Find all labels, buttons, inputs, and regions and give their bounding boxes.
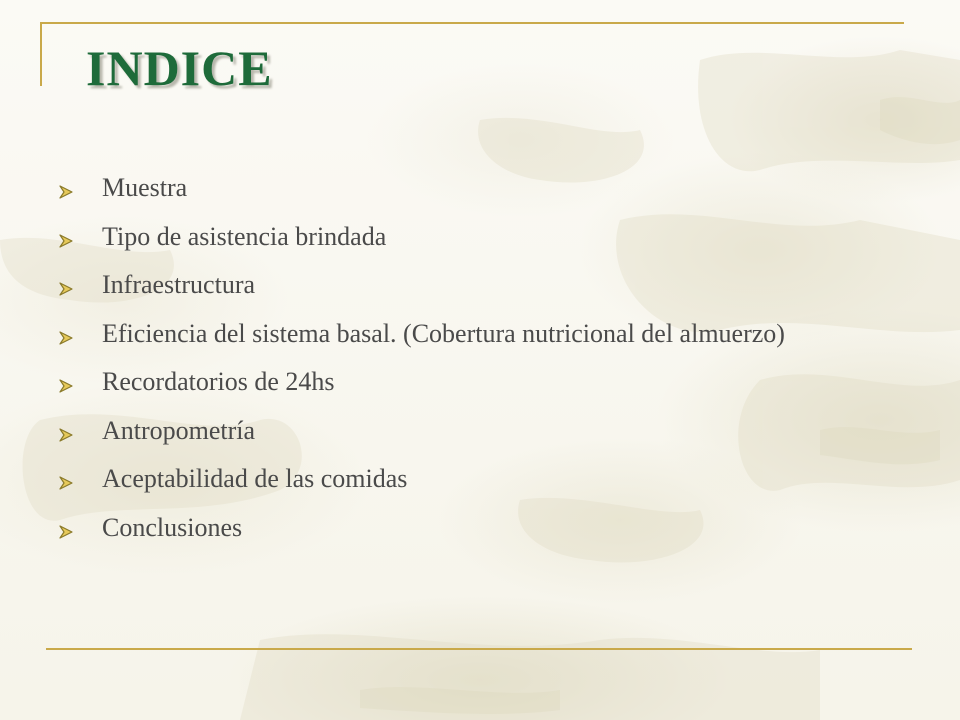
- list-item: [58, 463, 858, 495]
- arrow-bullet-icon: [58, 282, 74, 296]
- list-item: [58, 172, 858, 204]
- list-item: [58, 318, 858, 350]
- arrow-bullet-icon: [58, 428, 74, 442]
- bullet-list: [58, 172, 858, 560]
- list-item-label: Aceptabilidad de las comidas: [102, 464, 408, 493]
- left-rule: [40, 22, 42, 86]
- list-item: [58, 269, 858, 301]
- list-item-label: Recordatorios de 24hs: [102, 367, 335, 396]
- arrow-bullet-icon: [58, 331, 74, 345]
- list-item-label: Antropometría: [102, 415, 256, 445]
- list-item: [58, 512, 858, 544]
- list-item: [58, 415, 858, 447]
- arrow-bullet-icon: [58, 185, 74, 199]
- arrow-bullet-icon: [58, 234, 74, 248]
- arrow-bullet-icon: [58, 379, 74, 393]
- list-item-label: Tipo de asistencia brindada: [102, 221, 387, 251]
- slide-title: INDICE: [86, 40, 273, 96]
- list-item-label: Infraestructura: [102, 270, 256, 299]
- bottom-rule: [46, 648, 912, 650]
- list-item-label: Conclusiones: [102, 512, 243, 542]
- list-item-label: Eficiencia del sistema basal. (Cobertura nutricional del almuerzo): [102, 318, 785, 348]
- arrow-bullet-icon: [58, 525, 74, 539]
- list-item-label: Muestra: [102, 173, 188, 202]
- top-rule: [40, 22, 904, 24]
- list-item: [58, 366, 858, 398]
- arrow-bullet-icon: [58, 476, 74, 490]
- list-item: [58, 221, 858, 253]
